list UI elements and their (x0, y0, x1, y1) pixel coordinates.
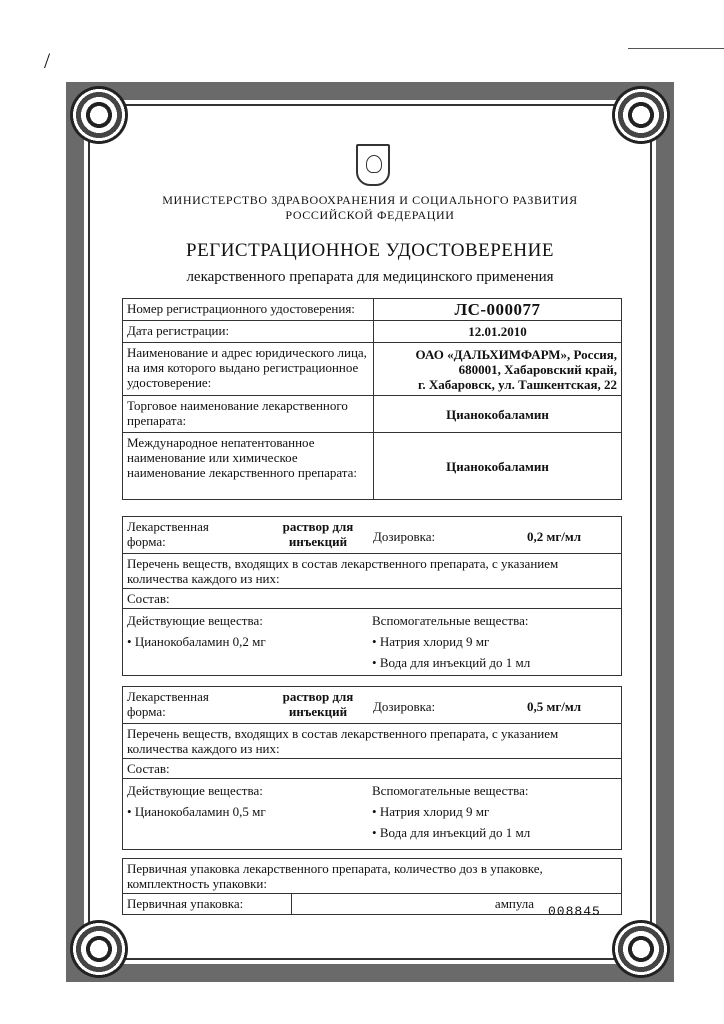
table-row (123, 396, 622, 433)
ornament-bottom-right-icon (612, 920, 670, 978)
excipients (372, 783, 617, 843)
dosage-value: 0,2 мг/мл (527, 529, 582, 544)
form-value (273, 519, 363, 549)
excipient-item: • Вода для инъекций до 1 мл (372, 825, 617, 840)
reg-date-value: 12.01.2010 (374, 321, 622, 343)
primary-packaging-value: ампула (494, 896, 535, 911)
table-row (123, 299, 622, 321)
ornament-top-right-icon (612, 86, 670, 144)
primary-packaging-row (123, 894, 621, 914)
form-label (127, 519, 209, 549)
packaging-intro: Первичная упаковка лекарственного препарата, количество доз в упаковке, комплектность упаковки: (123, 859, 621, 894)
composition-lists (123, 779, 621, 849)
composition-lists (123, 609, 621, 675)
ornament-top-left-icon (70, 86, 128, 144)
form-row (123, 517, 621, 554)
form-label (127, 689, 209, 719)
holder-label: Наименование и адрес юридического лица, на имя которого выдано регистрационное удостоверение: (123, 343, 374, 396)
form-value-line-1: раствор для (282, 689, 354, 704)
reg-number-value: ЛС-000077 (374, 299, 622, 321)
form-label-line-1: Лекарственная (127, 689, 209, 704)
form-label-line-2: форма: (127, 704, 166, 719)
holder-value (374, 343, 622, 396)
form-label-line-1: Лекарственная (127, 519, 209, 534)
holder-value-line-1: ОАО «ДАЛЬХИМФАРМ», Россия, (415, 346, 617, 362)
document-subtitle: лекарственного препарата для медицинского применения (186, 269, 554, 285)
reg-date-label: Дата регистрации: (123, 321, 374, 343)
excipient-item: • Вода для инъекций до 1 мл (372, 655, 617, 670)
document-title: РЕГИСТРАЦИОННОЕ УДОСТОВЕРЕНИЕ (186, 240, 554, 261)
ministry-line-1: МИНИСТЕРСТВО ЗДРАВООХРАНЕНИЯ И СОЦИАЛЬНОГО РАЗВИТИЯ (162, 193, 578, 207)
dosage-label: Дозировка: (373, 529, 436, 544)
ministry-name (150, 193, 590, 223)
dosage-form-section-1 (122, 516, 622, 676)
registration-table (122, 298, 622, 500)
reg-number-label: Номер регистрационного удостоверения: (123, 299, 374, 321)
form-row (123, 687, 621, 724)
composition-label: Состав: (123, 589, 621, 609)
holder-value-line-3: г. Хабаровск, ул. Ташкентская, 22 (417, 376, 617, 392)
corner-handwritten-mark: / (44, 48, 51, 73)
form-value-line-2: инъекций (288, 534, 348, 549)
excipient-item: • Натрия хлорид 9 мг (372, 634, 617, 649)
inn-label: Международное непатентованное наименование или химическое наименование лекарственного препарата: (123, 433, 374, 500)
active-item: • Цианокобаламин 0,2 мг (127, 634, 372, 649)
composition-label: Состав: (123, 759, 621, 779)
table-row (123, 321, 622, 343)
inn-value: Цианокобаламин (374, 433, 622, 500)
form-value-line-1: раствор для (282, 519, 354, 534)
holder-value-line-2: 680001, Хабаровский край, (458, 361, 617, 377)
excipient-label: Вспомогательные вещества: (372, 783, 529, 798)
form-label-line-2: форма: (127, 534, 166, 549)
excipients (372, 613, 617, 669)
excipient-label: Вспомогательные вещества: (372, 613, 529, 628)
substances-intro: Перечень веществ, входящих в состав лекарственного препарата, с указанием количества каждого из них: (123, 554, 621, 589)
scan-edge-line (628, 48, 724, 49)
trade-name-value: Цианокобаламин (374, 396, 622, 433)
ornament-bottom-left-icon (70, 920, 128, 978)
active-label: Действующие вещества: (127, 783, 263, 798)
trade-name-label: Торговое наименование лекарственного препарата: (123, 396, 374, 433)
table-row (123, 343, 622, 396)
form-value-line-2: инъекций (288, 704, 348, 719)
active-substances (127, 613, 372, 669)
excipient-item: • Натрия хлорид 9 мг (372, 804, 617, 819)
serial-number: 008845 (548, 904, 601, 919)
substances-intro: Перечень веществ, входящих в состав лекарственного препарата, с указанием количества каждого из них: (123, 724, 621, 759)
active-substances (127, 783, 372, 843)
table-row (123, 433, 622, 500)
active-label: Действующие вещества: (127, 613, 263, 628)
form-value (273, 689, 363, 719)
ministry-line-2: РОССИЙСКОЙ ФЕДЕРАЦИИ (285, 208, 455, 222)
dosage-form-section-2 (122, 686, 622, 850)
active-item: • Цианокобаламин 0,5 мг (127, 804, 372, 819)
packaging-section (122, 858, 622, 915)
coat-of-arms-icon (356, 144, 390, 186)
dosage-label: Дозировка: (373, 699, 436, 714)
primary-packaging-label: Первичная упаковка: (123, 894, 292, 914)
dosage-value: 0,5 мг/мл (527, 699, 582, 714)
